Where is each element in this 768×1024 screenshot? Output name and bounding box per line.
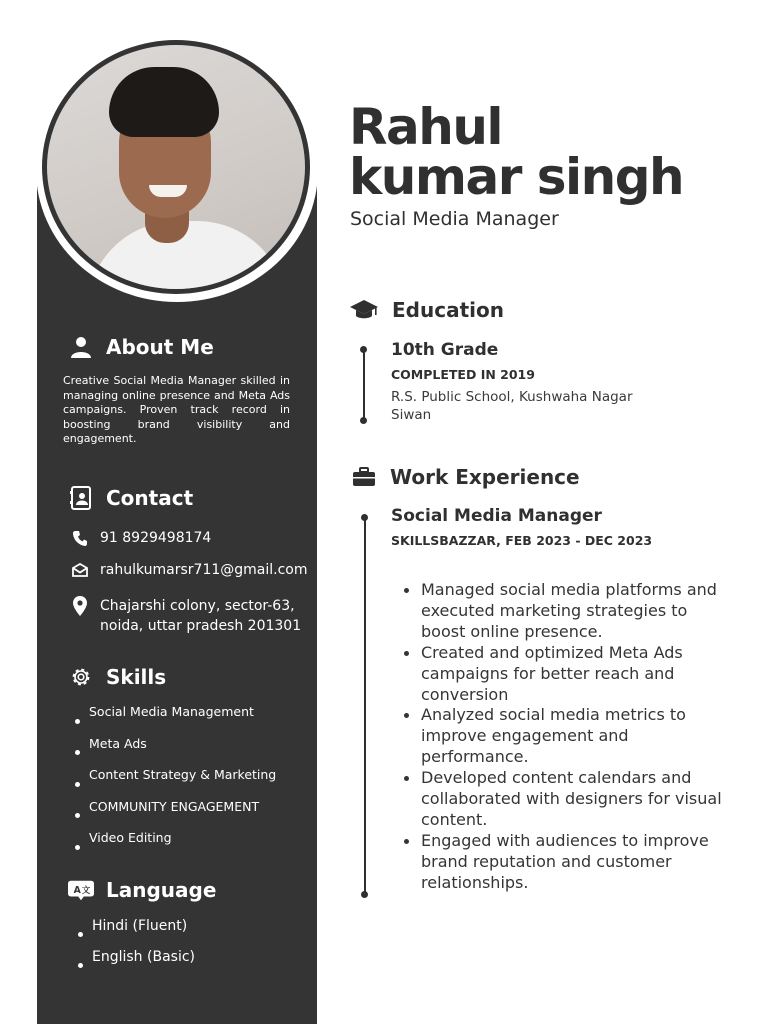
phone-text: 91 8929498174 xyxy=(100,530,212,546)
phone-icon xyxy=(72,528,88,548)
briefcase-icon xyxy=(352,467,376,487)
education-timeline-dot-top xyxy=(360,346,367,353)
education-heading xyxy=(350,298,504,322)
experience-heading-text: Work Experience xyxy=(390,465,580,489)
education-timeline xyxy=(363,348,365,420)
profile-photo xyxy=(42,40,310,294)
education-title: 10th Grade xyxy=(391,340,499,360)
name-line-1: Rahul xyxy=(349,98,503,156)
skill-item: Video Editing xyxy=(75,831,276,863)
contact-address xyxy=(72,596,301,636)
contact-heading xyxy=(68,485,193,511)
skill-item: Meta Ads xyxy=(75,737,276,769)
about-heading-text: About Me xyxy=(106,335,214,359)
experience-bullets xyxy=(403,580,733,894)
education-school xyxy=(391,388,633,424)
school-line-1: R.S. Public School, Kushwaha Nagar xyxy=(391,389,633,405)
contact-phone[interactable] xyxy=(72,528,211,548)
experience-timeline xyxy=(364,516,366,894)
experience-timeline-dot-top xyxy=(361,514,368,521)
language-heading xyxy=(68,877,216,903)
email-text: rahulkumarsr711@gmail.com xyxy=(100,562,308,578)
language-item: Hindi (Fluent) xyxy=(78,918,195,949)
contact-card-icon xyxy=(68,485,94,511)
language-list xyxy=(78,918,195,980)
profile-photo-image xyxy=(47,45,305,289)
language-heading-text: Language xyxy=(106,878,217,902)
skills-list xyxy=(75,705,276,863)
experience-title: Social Media Manager xyxy=(391,506,602,526)
name-line-2: kumar singh xyxy=(349,148,684,206)
school-line-2: Siwan xyxy=(391,407,432,423)
mail-icon xyxy=(72,560,88,580)
education-status: COMPLETED IN 2019 xyxy=(391,367,535,382)
experience-bullet: Analyzed social media metrics to improve engagement and performance. xyxy=(403,705,733,768)
svg-text:文: 文 xyxy=(81,884,91,895)
contact-email[interactable] xyxy=(72,560,308,580)
experience-timeline-dot-bottom xyxy=(361,891,368,898)
address-line-2: noida, uttar pradesh 201301 xyxy=(100,618,302,634)
education-timeline-dot-bottom xyxy=(360,417,367,424)
experience-bullet: Created and optimized Meta Ads campaigns for better reach and conversion xyxy=(403,643,733,706)
photo-hair xyxy=(109,67,219,137)
language-item: English (Basic) xyxy=(78,949,195,980)
gear-icon xyxy=(68,664,94,690)
user-icon xyxy=(68,334,94,360)
translate-icon xyxy=(68,877,94,903)
contact-heading-text: Contact xyxy=(106,486,194,510)
skill-item: Content Strategy & Marketing xyxy=(75,768,276,800)
photo-smile xyxy=(149,185,187,197)
experience-bullet: Managed social media platforms and executed marketing strategies to boost online presence. xyxy=(403,580,733,643)
person-name xyxy=(349,98,684,206)
experience-bullet: Engaged with audiences to improve brand reputation and customer relationships. xyxy=(403,831,733,894)
job-title: Social Media Manager xyxy=(350,208,559,230)
skill-item: COMMUNITY ENGAGEMENT xyxy=(75,800,276,832)
location-pin-icon xyxy=(72,596,88,616)
experience-heading xyxy=(352,465,580,489)
graduation-cap-icon xyxy=(350,298,378,322)
experience-bullet: Developed content calendars and collaborated with designers for visual content. xyxy=(403,768,733,831)
skills-heading-text: Skills xyxy=(106,665,167,689)
svg-text:A: A xyxy=(73,884,81,896)
about-heading xyxy=(68,334,214,360)
skill-item: Social Media Management xyxy=(75,705,276,737)
address-line-1: Chajarshi colony, sector-63, xyxy=(100,598,295,614)
about-text: Creative Social Media Manager skilled in managing online presence and Meta Ads campaigns. Proven track record in boosting brand visibility and engagement. xyxy=(63,374,290,446)
education-heading-text: Education xyxy=(392,298,504,322)
experience-company: SKILLSBAZZAR, FEB 2023 - DEC 2023 xyxy=(391,533,653,548)
skills-heading xyxy=(68,664,166,690)
address-text xyxy=(100,596,301,636)
